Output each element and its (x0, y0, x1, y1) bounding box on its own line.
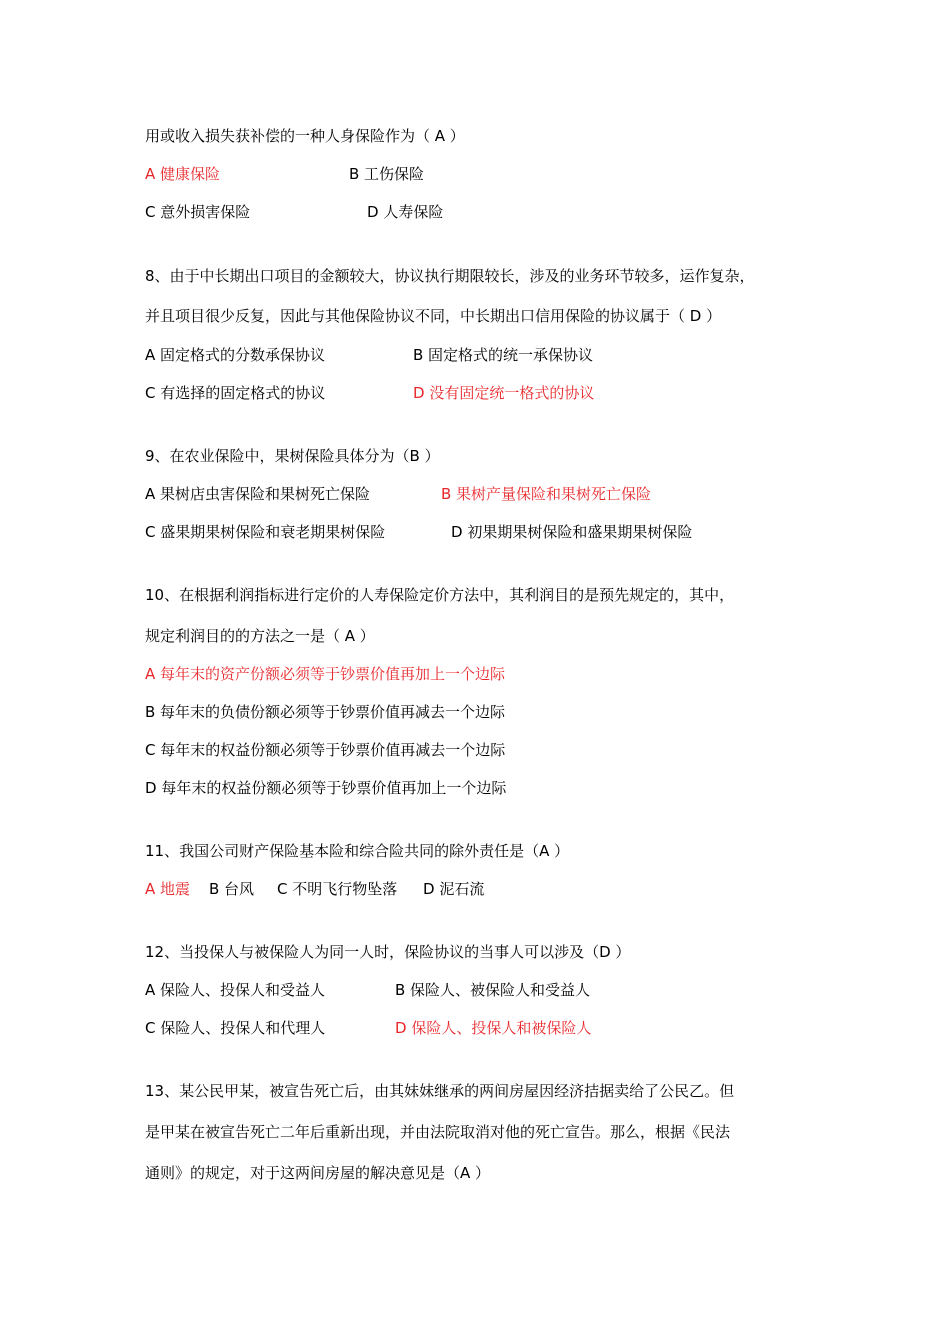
q13-stem-line1: 13、某公民甲某，被宣告死亡后，由其妹妹继承的两间房屋因经济拮据卖给了公民乙。但 (145, 1082, 735, 1100)
q11-stem: 11、我国公司财产保险基本险和综合险共同的除外责任是（A ） (145, 842, 570, 860)
q9-option-b: B 果树产量保险和果树死亡保险 (441, 485, 652, 503)
q9-stem: 9、在农业保险中，果树保险具体分为（B ） (145, 447, 440, 465)
q12-option-b: B 保险人、被保险人和受益人 (395, 981, 591, 999)
q11-option-c: C 不明飞行物坠落 (277, 880, 398, 898)
q8-option-a: A 固定格式的分数承保协议 (145, 346, 326, 364)
q10-option-a: A 每年末的资产份额必须等于钞票价值再加上一个边际 (145, 665, 506, 683)
q11-option-d: D 泥石流 (423, 880, 485, 898)
q7-option-a: A 健康保险 (145, 165, 221, 183)
q10-option-d: D 每年末的权益份额必须等于钞票价值再加上一个边际 (145, 779, 507, 797)
q9-option-c: C 盛果期果树保险和衰老期果树保险 (145, 523, 386, 541)
q8-option-d: D 没有固定统一格式的协议 (413, 384, 595, 402)
q9-option-a: A 果树店虫害保险和果树死亡保险 (145, 485, 371, 503)
q13-stem-line2: 是甲某在被宣告死亡二年后重新出现，并由法院取消对他的死亡宣告。那么，根据《民法 (145, 1123, 731, 1141)
q12-stem: 12、当投保人与被保险人为同一人时，保险协议的当事人可以涉及（D ） (145, 943, 631, 961)
q12-option-c: C 保险人、投保人和代理人 (145, 1019, 326, 1037)
q11-option-a: A 地震 (145, 880, 191, 898)
q8-option-c: C 有选择的固定格式的协议 (145, 384, 326, 402)
q8-stem-line2: 并且项目很少反复，因此与其他保险协议不同，中长期出口信用保险的协议属于（ D ） (145, 307, 722, 325)
q9-option-d: D 初果期果树保险和盛果期果树保险 (451, 523, 693, 541)
q11-option-b: B 台风 (209, 880, 255, 898)
q13-stem-line3: 通则》的规定，对于这两间房屋的解决意见是（A ） (145, 1164, 491, 1182)
q7-option-b: B 工伤保险 (349, 165, 425, 183)
q7-option-c: C 意外损害保险 (145, 203, 251, 221)
q8-stem-line1: 8、由于中长期出口项目的金额较大，协议执行期限较长，涉及的业务环节较多，运作复杂， (145, 267, 755, 285)
q8-option-b: B 固定格式的统一承保协议 (413, 346, 594, 364)
q10-stem-line1: 10、在根据利润指标进行定价的人寿保险定价方法中，其利润目的是预先规定的，其中， (145, 586, 735, 604)
q10-option-c: C 每年末的权益份额必须等于钞票价值再减去一个边际 (145, 741, 506, 759)
q10-option-b: B 每年末的负债份额必须等于钞票价值再减去一个边际 (145, 703, 506, 721)
q12-option-d: D 保险人、投保人和被保险人 (395, 1019, 592, 1037)
q7-stem: 用或收入损失获补偿的一种人身保险作为（ A ） (145, 127, 465, 145)
q12-option-a: A 保险人、投保人和受益人 (145, 981, 326, 999)
q7-option-d: D 人寿保险 (367, 203, 444, 221)
q10-stem-line2: 规定利润目的的方法之一是（ A ） (145, 627, 375, 645)
